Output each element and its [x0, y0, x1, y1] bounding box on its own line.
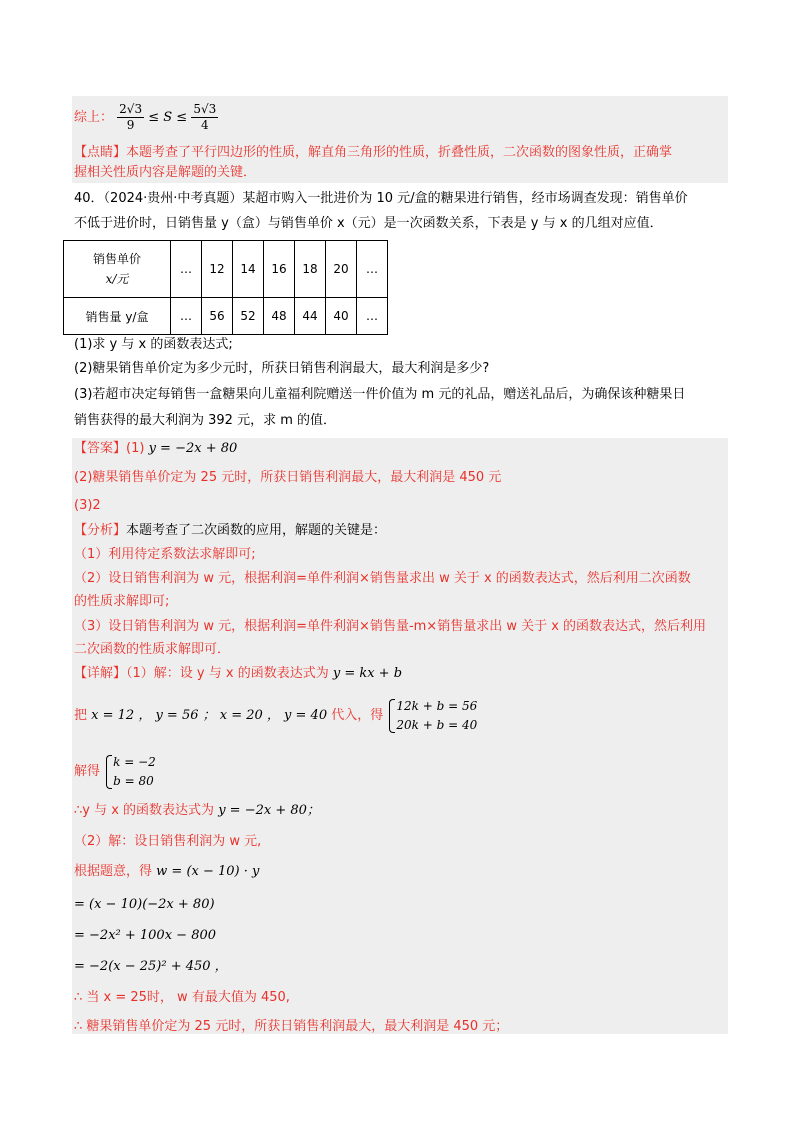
conclusion-1-text: ∴y 与 x 的函数表达式为: [74, 803, 215, 818]
comment-text-1: 本题考查了平行四边形的性质，解直角三角形的性质，折叠性质，二次函数的图象性质，正确掌: [126, 145, 673, 160]
detail-line-1: [74, 664, 402, 684]
analysis-point-1: （1）利用待定系数法求解即可;: [74, 547, 256, 562]
table-cell: 40: [326, 298, 357, 335]
question-line-1: 40．（2024·贵州·中考真题）某超市购入一批进价为 10 元/盒的糖果进行销售，经市场调查发现：销售单价: [74, 191, 688, 206]
lhs-denominator: 9: [126, 118, 135, 132]
summary-inequality: ≤ S ≤: [148, 110, 188, 125]
solution-1: k = −2: [113, 754, 156, 769]
table-cell: …: [357, 241, 388, 298]
detail-by-text: 根据题意，得: [74, 864, 153, 879]
analysis-point-2a: （2）设日销售利润为 w 元，根据利润=单件利润×销售量求出 w 关于 x 的函数表达式，然后利用二次函数: [74, 571, 691, 586]
comment-tag: 【点睛】: [74, 145, 127, 160]
analysis-intro-text: 本题考查了二次函数的应用，解题的关键是：: [126, 523, 387, 538]
table-cell: 44: [295, 298, 326, 335]
analysis-point-3b: 二次函数的性质求解即可．: [74, 642, 231, 657]
rhs-denominator: 4: [200, 118, 209, 132]
solution-system: [104, 753, 156, 791]
substitution-mid: 代入，得: [331, 708, 384, 723]
answer-line-1: [74, 439, 237, 459]
summary-prefix: 综上：: [74, 110, 114, 125]
summary-lhs-fraction: [117, 102, 144, 133]
table-row: [64, 241, 388, 298]
question-part-3b: 销售获得的最大利润为 392 元，求 m 的值．: [74, 413, 337, 428]
equation-4: = −2(x − 25)² + 450 ，: [74, 959, 228, 974]
row-header-price-b: x/元: [105, 272, 129, 286]
price-sales-table: [63, 240, 388, 335]
solve-line: [74, 750, 156, 794]
table-cell: 20: [326, 241, 357, 298]
row-header-price: [64, 241, 171, 298]
detail-formula-1: y = kx + b: [332, 666, 403, 681]
answer-line-3: (3)2: [74, 498, 101, 513]
question-part-1: (1)求 y 与 x 的函数表达式;: [74, 337, 233, 352]
detail-text-1: （1）解：设 y 与 x 的函数表达式为: [126, 666, 329, 681]
row-header-price-a: 销售单价: [92, 252, 141, 266]
conclusion-1-formula: y = −2x + 80；: [218, 803, 320, 818]
conclusion-line-1: [74, 801, 320, 821]
answer-tag: 【答案】: [74, 441, 127, 456]
comment-line-1: [74, 143, 672, 163]
analysis-intro: [74, 521, 386, 541]
max-value-line: ∴ 当 x = 25时， w 有最大值为 450,: [74, 990, 290, 1005]
analysis-point-2b: 的性质求解即可;: [74, 594, 170, 609]
table-cell: …: [171, 241, 202, 298]
system-equation-2: 20k + b = 40: [396, 717, 478, 732]
question-line-2: 不低于进价时，日销售量 y（盒）与销售单价 x（元）是一次函数关系，下表是 y 与 x 的几组对应值．: [74, 216, 663, 231]
detail-part-2: （2）解：设日销售利润为 w 元,: [74, 834, 262, 849]
answer-1-formula: y = −2x + 80: [148, 441, 238, 456]
question-part-2: (2)糖果销售单价定为多少元时，所获日销售利润最大，最大利润是多少?: [74, 361, 490, 376]
table-cell: 12: [202, 241, 233, 298]
substitution-values: x = 12 ， y = 56 ； x = 20 ， y = 40: [91, 708, 328, 723]
equation-2: = (x − 10)(−2x + 80): [74, 897, 215, 912]
detail-tag: 【详解】: [74, 666, 127, 681]
substitution-line: [74, 694, 477, 738]
analysis-point-3a: （3）设日销售利润为 w 元，根据利润=单件利润×销售量-m×销售量求出 w 关于 x 的函数表达式，然后利用: [74, 619, 707, 634]
table-cell: …: [171, 298, 202, 335]
final-conclusion: ∴ 糖果销售单价定为 25 元时，所获日销售利润最大，最大利润是 450 元；: [74, 1019, 509, 1034]
answer-line-2: (2)糖果销售单价定为 25 元时，所获日销售利润最大，最大利润是 450 元: [74, 470, 502, 485]
table-cell: 14: [233, 241, 264, 298]
table-cell: 48: [264, 298, 295, 335]
table-cell: …: [357, 298, 388, 335]
table-cell: 52: [233, 298, 264, 335]
table-cell: 18: [295, 241, 326, 298]
table-cell: 16: [264, 241, 295, 298]
summary-line: [74, 98, 218, 138]
solution-2: b = 80: [113, 773, 154, 788]
equation-1: w = (x − 10) · y: [156, 864, 260, 879]
summary-rhs-fraction: [191, 102, 218, 133]
lhs-numerator: 2√3: [119, 102, 143, 116]
rhs-numerator: 5√3: [193, 102, 217, 116]
detail-by-line: [74, 862, 259, 882]
substitution-prefix: 把: [74, 708, 88, 723]
question-part-3a: (3)若超市决定每销售一盒糖果向儿童福利院赠送一件价值为 m 元的礼品，赠送礼品后，为确保该种糖果日: [74, 387, 686, 402]
system-equation-1: 12k + b = 56: [396, 698, 478, 713]
equation-3: = −2x² + 100x − 800: [74, 928, 217, 943]
row-header-sales: 销售量 y/盒: [64, 298, 171, 335]
answer-1-label: (1): [126, 441, 145, 456]
table-row: [64, 298, 388, 335]
equation-system: [387, 697, 477, 735]
comment-line-2: 握相关性质内容是解题的关键．: [74, 165, 257, 180]
solve-prefix: 解得: [74, 764, 101, 779]
table-cell: 56: [202, 298, 233, 335]
analysis-tag: 【分析】: [74, 523, 127, 538]
